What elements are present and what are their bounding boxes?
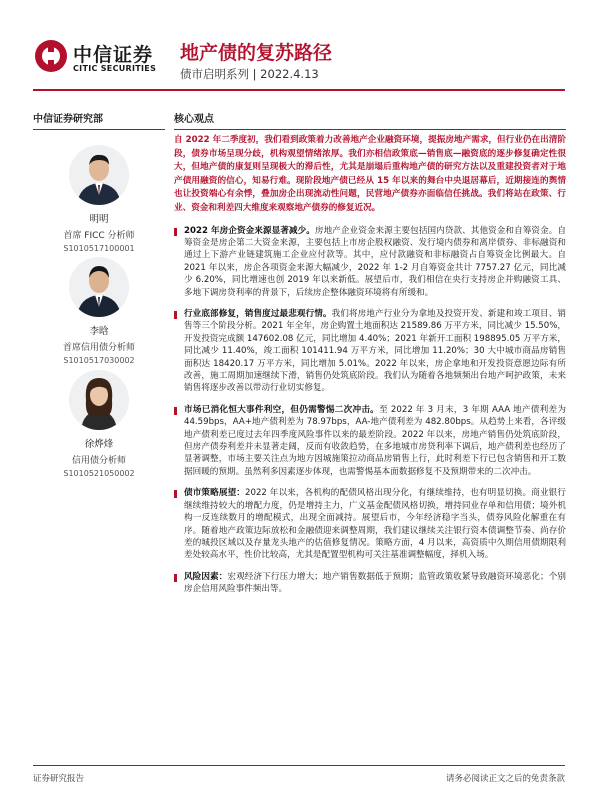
report-header	[0, 0, 600, 100]
footer-divider	[33, 765, 565, 766]
analyst-card	[33, 370, 165, 478]
avatar	[69, 370, 129, 430]
citic-logo-icon	[33, 38, 69, 74]
key-point-lead: 2022 年房企资金来源显著减少。	[184, 225, 315, 236]
bullet-marker-icon	[174, 574, 177, 582]
sidebar-divider	[33, 129, 165, 130]
key-point	[174, 487, 566, 561]
key-points-section	[174, 100, 566, 596]
analyst-name: 明明	[89, 214, 109, 225]
key-point-lead: 行业底部修复，销售度过最悲观行情。	[184, 309, 332, 319]
footer-disclaimer-note: 请务必阅读正文之后的免责条款	[445, 774, 565, 784]
analyst-license-id: S1010517100001	[63, 244, 135, 253]
person-photo-icon	[69, 145, 129, 205]
analyst-card	[33, 257, 165, 365]
analyst-role: 信用债分析师	[71, 456, 126, 466]
section-heading: 核心观点	[174, 114, 214, 125]
analyst-license-id: S1010521050002	[63, 469, 135, 478]
analyst-card	[33, 145, 165, 253]
brand-logo	[33, 38, 168, 78]
key-point-text: 我们将房地产行业分为拿地及投资开发、新建和竣工项目、销售等三个阶段分析。2021 年全年，房企购置土地面积达 21589.86 万平方米，同比减少 15.50%，开发投资完成额 147602.08 亿元，同比增加 4.40%；2021 年新开工面积 198895.05 万平方米，同比减少 11.40%，竣工面积 101411.94 万平方米，同比增加 11.20%；30 大中城市商品房销售面积达 18420.17 万平方米，同比增加 5.01%。2022 年以来，房企拿地和开发投资意愿边际有所改善，施工周期加速继续下滑，销售仍处筑底阶段。我们认为随着各地频频出台地产呵护政策，未来销售将逐步改善以带动行业切实修复。	[184, 309, 566, 394]
intro-summary: 自 2022 年二季度初，我们看到政策着力改善地产企业融资环境，提振房地产需求，但行业仍在出清阶段，债券市场呈现分歧，机构观望情绪浓厚。我们亦相信政策底—销售底—融资底的逐步修复确定性很大，但地产债的康复则呈现极大的滞后性，尤其是崩塌后重构地产债的研究方法以及重建投资者对于地产债用融资的信心，知易行难。现阶段地产债已经从 15 年以来的舞台中央退居幕后，近期接连的舆情也让投资端心有余悸，叠加房企出现流动性问题，民营地产债券亦面临信任挑战。我们将站在政策、行业、资金和利差四大维度来观察地产债券的修复近况。	[174, 135, 566, 213]
key-point-text: 2022 年以来，各机构的配债风格出现分化，有继续维持，也有明显切换。商业银行继续维持较大的增配力度，仍是增持主力，广义基金配债风格切换，增持同业存单和信用债；境外机构一反连续数月的增配模式，出现全面减持。展望后市，今年经济稳字当头，债券风险化解重在有序。随着地产政策边际放松和金融债迎来调整周期，我们建议继续关注银行资本债调整节奏、尚存价差的城投区域以及存量龙头地产的估值修复情况。策略方面，4 月以来，高资质中久期信用债期限利差处较高水平，性价比较高，尤其是配置型机构可关注基准调整幅度，择机入场。	[184, 488, 566, 561]
key-point	[174, 308, 566, 395]
analyst-name: 李晗	[89, 326, 109, 337]
key-point-text: 宏观经济下行压力增大；地产销售数据低于预期；监管政策收紧导致融资环境恶化；个别房企信用风险事件频出等。	[184, 571, 566, 595]
analyst-role: 首席信用债分析师	[62, 343, 135, 353]
sidebar-title: 中信证券研究部	[33, 114, 103, 125]
key-point-lead: 风险因素：	[184, 571, 228, 582]
key-point-lead: 市场已消化恒大事件利空，但仍需警惕二次冲击。	[184, 404, 380, 415]
bullet-marker-icon	[174, 228, 177, 236]
analyst-sidebar	[33, 100, 165, 660]
analyst-license-id: S1010517030002	[63, 356, 135, 365]
bullet-marker-icon	[174, 490, 177, 498]
bullet-marker-icon	[174, 407, 177, 415]
key-point-text: 至 2022 年 3 月末，3 年期 AAA 地产债利差为 44.59bps，AA+地产债利差为 78.97bps，AA-地产债利差为 482.80bps。从趋势上来看，各评级地产债利差已度过去年四季度风险事件以来的最差阶段。2022 年以来，房地产销售仍处筑底阶段，但房产债券利差并未显著走阔，反而有收敛趋势，在多地城市房贷利率下调后，地产债利差也经历了显著调整，市场主要关注点为地方因城施策拉动商品房销售上行，此时利差下行已包含销售和开工数据回暖的预期。虽然利多因素逐步体现，也需警惕基本面数据修复不及预期带来的二次冲击。	[184, 404, 566, 477]
avatar	[69, 257, 129, 317]
key-point	[174, 225, 566, 299]
footer-report-type: 证券研究报告	[33, 774, 85, 784]
person-photo-icon	[69, 370, 129, 430]
header-divider	[33, 89, 565, 91]
brand-name-cn: 中信证券	[73, 44, 154, 66]
report-title: 地产债的复苏路径	[180, 42, 333, 64]
report-series: 债市启明系列 | 2022.4.13	[180, 67, 319, 81]
key-point-text: 房地产企业资金来源主要包括国内贷款、其他资金和自筹资金。自筹资金是房企第二大资金来源，主要包括上市房企股权融资、发行境内债券和离岸债券、非标融资和通过上下游产业链建筑施工企业应付款等。其中，应付款融资和非标融资占自筹资金比例最大。自 2021 年以来，房企各项资金来源大幅减少，2022 年 1-2 月自筹资金共计 7757.27 亿元，同比减少 6.20%，同比增速也创 2019 年以来新低。展望后市，我们相信在央行支持房企并购融资工具、多地下调房贷利率的背景下，后续房企整体融资环境将有所缓和。	[184, 225, 566, 298]
avatar	[69, 145, 129, 205]
key-point	[174, 404, 566, 478]
section-divider	[174, 129, 566, 130]
brand-name-en: CITIC SECURITIES	[73, 64, 157, 73]
bullet-marker-icon	[174, 311, 177, 319]
key-point-lead: 债市策略展望：	[184, 488, 246, 499]
analyst-role: 首席 FICC 分析师	[63, 231, 135, 241]
person-photo-icon	[69, 257, 129, 317]
key-point	[174, 571, 566, 596]
analyst-name: 徐烨烽	[84, 439, 114, 450]
